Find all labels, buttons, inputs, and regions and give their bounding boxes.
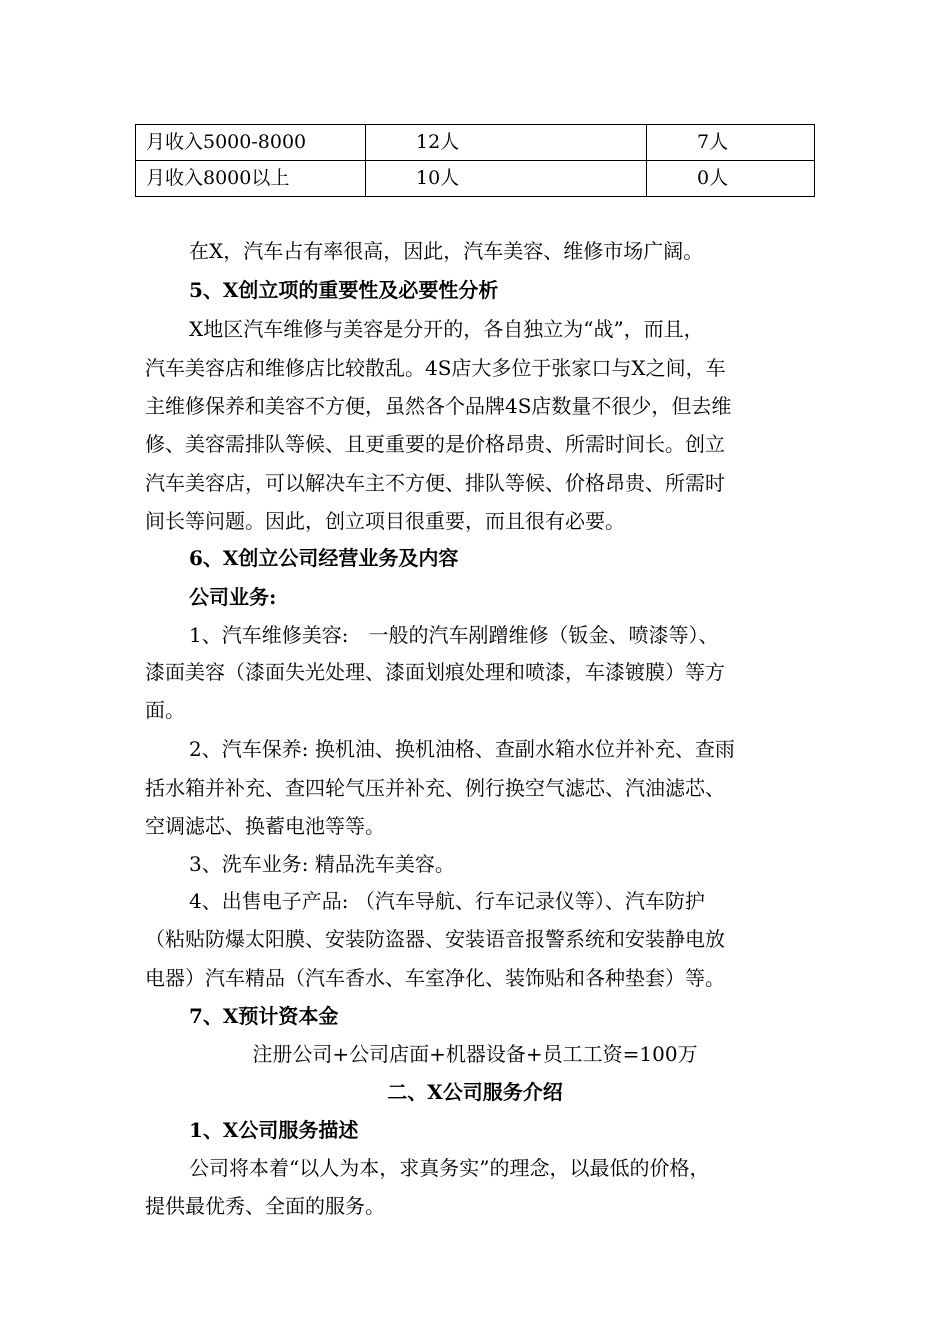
table-row	[136, 125, 815, 161]
section-heading: 5、X创立项的重要性及必要性分析	[189, 278, 499, 302]
paragraph-line: 汽车美容店和维修店比较散乱。4S店大多位于张家口与X之间，车	[145, 356, 726, 380]
table-cell: 月收入5000-8000	[136, 125, 366, 161]
paragraph-line: 间长等问题。因此，创立项目很重要，而且很有必要。	[145, 509, 625, 533]
paragraph-line: 面。	[145, 698, 185, 722]
paragraph-line: 在X，汽车占有率很高，因此，汽车美容、维修市场广阔。	[189, 239, 704, 263]
section-heading: 7、X预计资本金	[189, 1004, 339, 1028]
paragraph-line: 提供最优秀、全面的服务。	[145, 1194, 385, 1218]
formula-line: 注册公司+公司店面+机器设备+员工工资=100万	[252, 1042, 698, 1066]
paragraph-line: 漆面美容（漆面失光处理、漆面划痕处理和喷漆，车漆镀膜）等方	[145, 660, 725, 684]
table-cell: 10人	[366, 161, 647, 197]
income-table	[135, 124, 815, 197]
paragraph-line: 公司将本着“以人为本，求真务实”的理念，以最低的价格，	[189, 1156, 710, 1180]
paragraph-line: 4、出售电子产品: （汽车导航、行车记录仪等）、汽车防护	[189, 889, 705, 913]
paragraph-line: 电器）汽车精品（汽车香水、车室净化、装饰贴和各种垫套）等。	[145, 966, 725, 990]
paragraph-line: 空调滤芯、换蓄电池等等。	[145, 814, 385, 838]
paragraph-line: 括水箱并补充、查四轮气压并补充、例行换空气滤芯、汽油滤芯、	[145, 776, 725, 800]
paragraph-line: 2、汽车保养: 换机油、换机油格、查副水箱水位并补充、查雨	[189, 737, 735, 761]
paragraph-line: 主维修保养和美容不方便，虽然各个品牌4S店数量不很少，但去维	[145, 394, 732, 418]
chapter-heading: 二、X公司服务介绍	[387, 1080, 563, 1104]
table-cell: 12人	[366, 125, 647, 161]
paragraph-line: 1、汽车维修美容: 一般的汽车剐蹭维修（钣金、喷漆等）、	[189, 623, 719, 647]
section-heading: 1、X公司服务描述	[189, 1118, 359, 1142]
table-cell: 月收入8000以上	[136, 161, 366, 197]
paragraph-line: （粘贴防爆太阳膜、安装防盗器、安装语音报警系统和安装静电放	[145, 927, 725, 951]
paragraph-line: 汽车美容店，可以解决车主不方便、排队等候、价格昂贵、所需时	[145, 471, 725, 495]
paragraph-line: 3、洗车业务: 精品洗车美容。	[189, 852, 455, 876]
table-cell: 7人	[647, 125, 815, 161]
paragraph-line: X地区汽车维修与美容是分开的，各自独立为“战”，而且，	[189, 317, 704, 341]
section-heading: 6、X创立公司经营业务及内容	[189, 546, 459, 570]
subheading: 公司业务:	[189, 585, 277, 609]
table-row	[136, 161, 815, 197]
paragraph-line: 修、美容需排队等候、且更重要的是价格昂贵、所需时间长。创立	[145, 432, 725, 456]
table-cell: 0人	[647, 161, 815, 197]
